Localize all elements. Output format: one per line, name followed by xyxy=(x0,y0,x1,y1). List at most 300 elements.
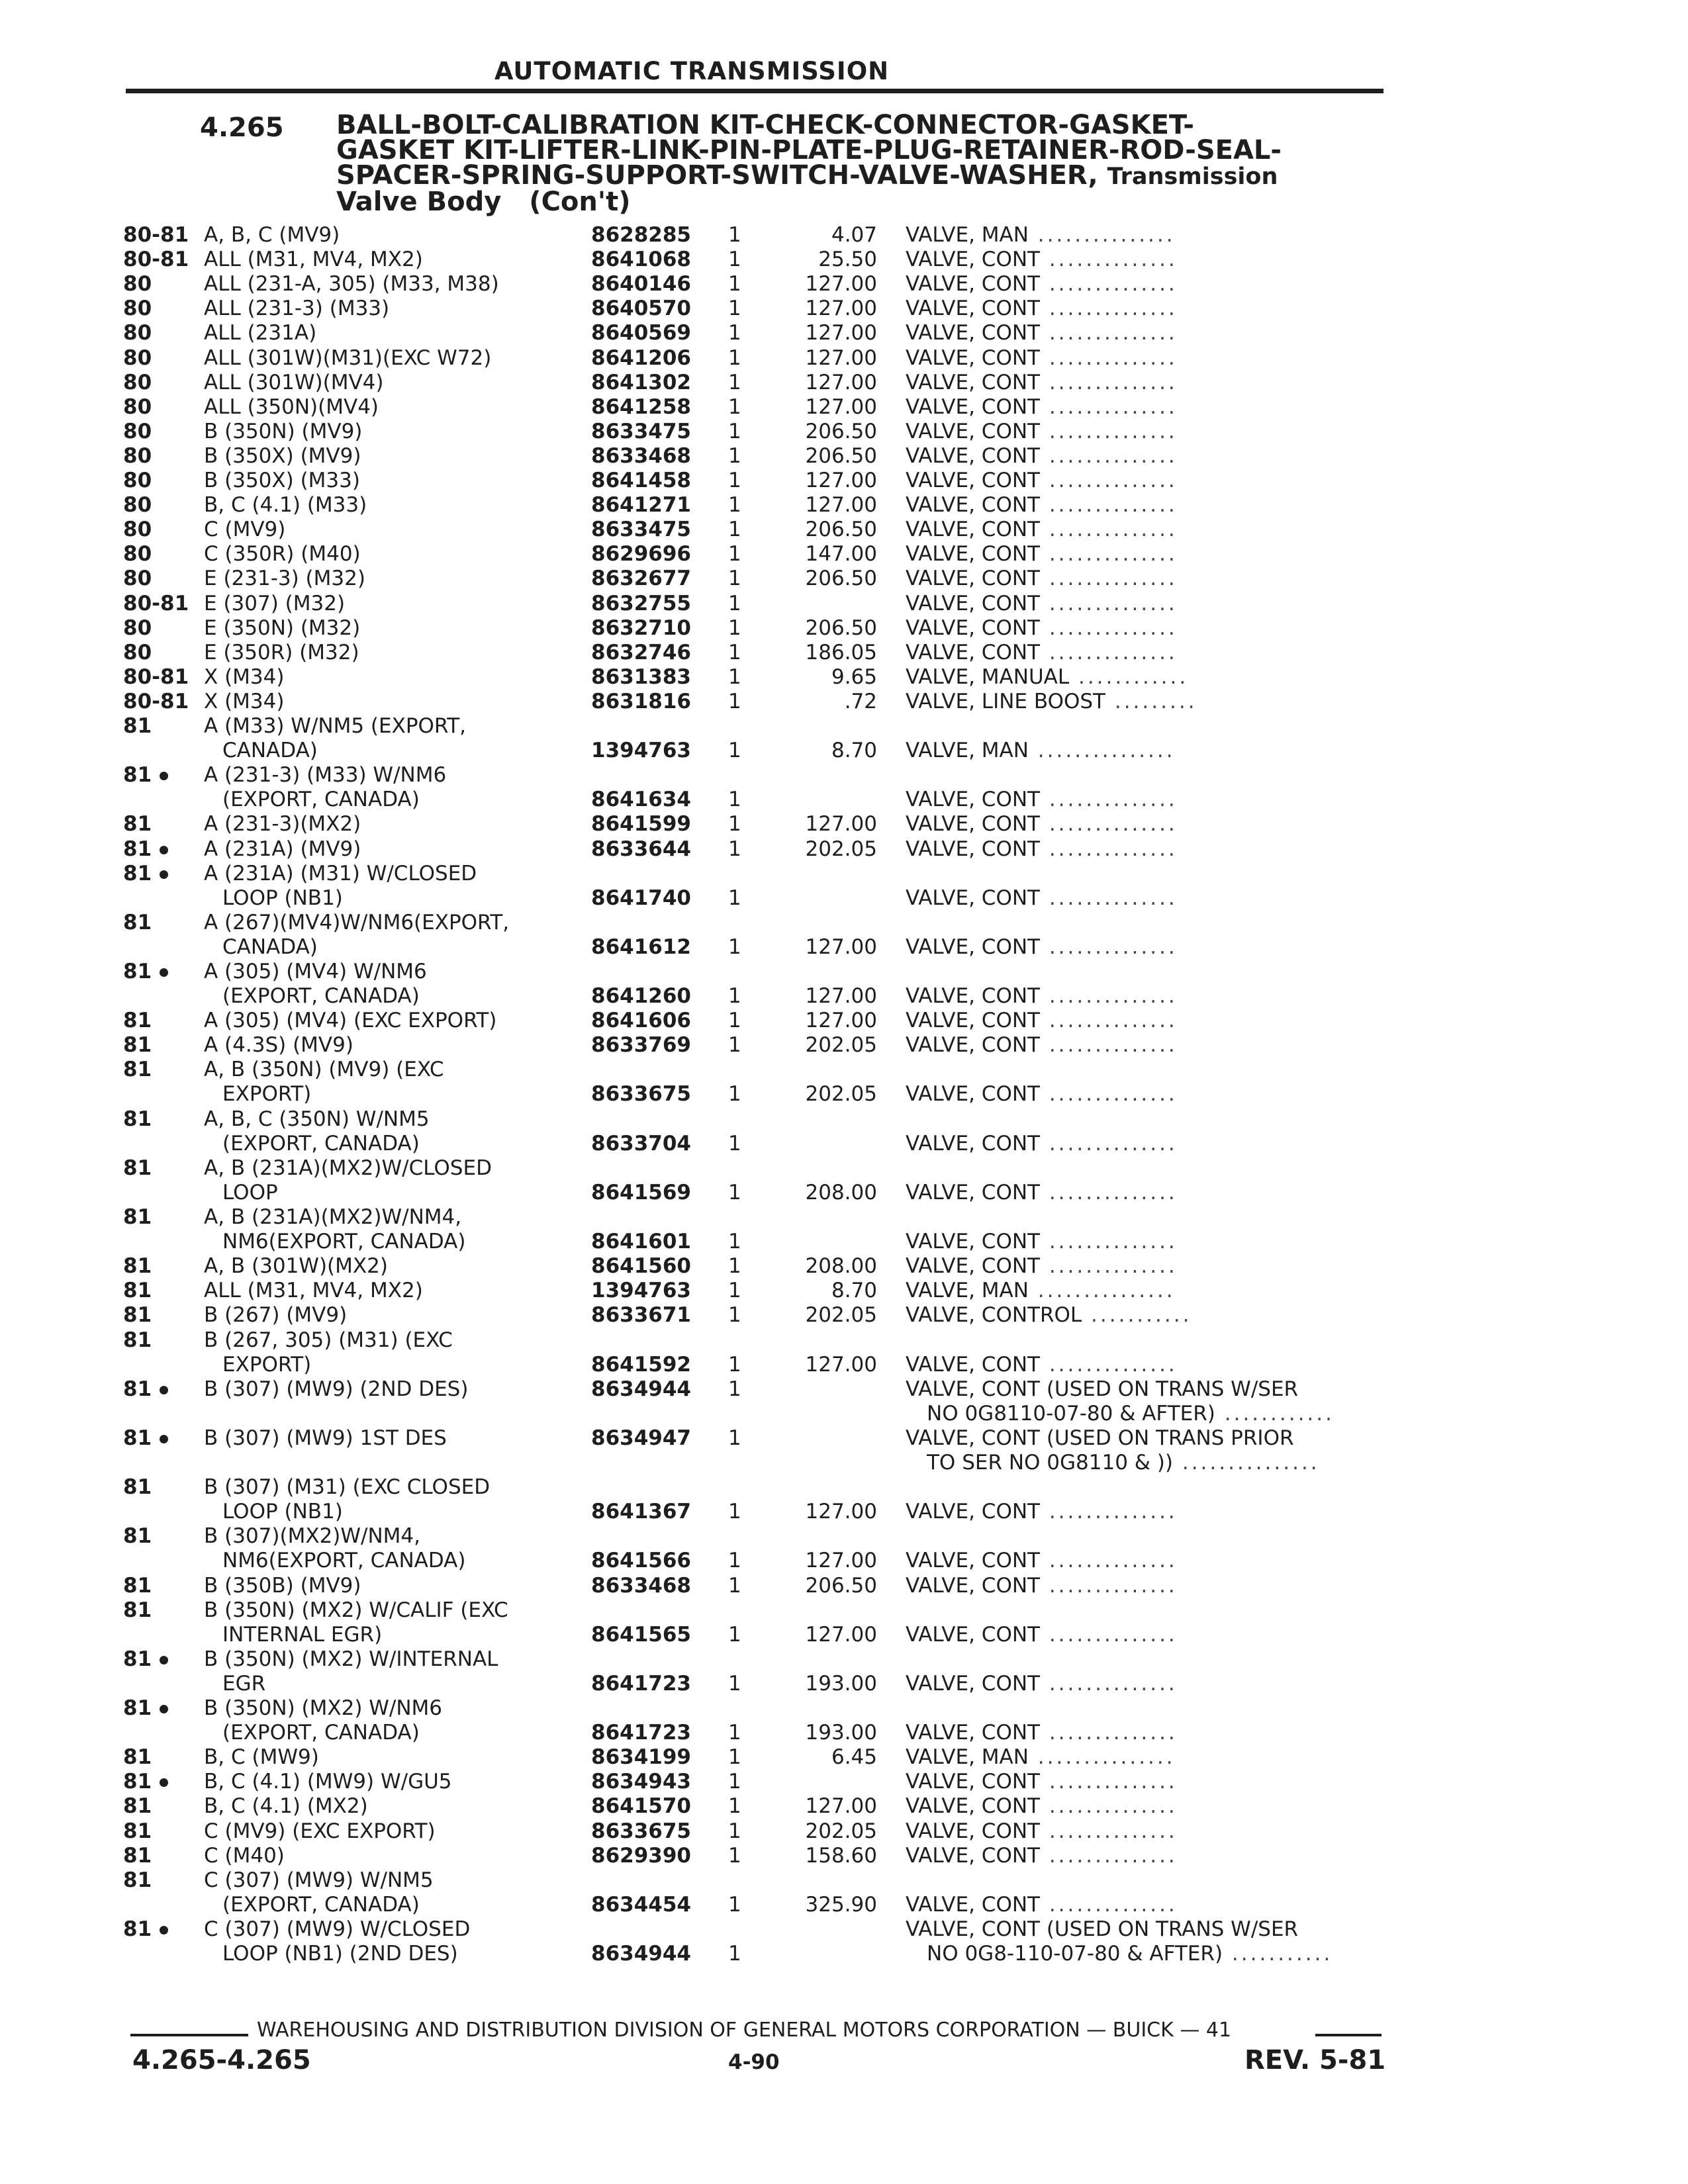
row-part-number: 8633769 xyxy=(591,1033,691,1058)
row-application: A (305) (MV4) (EXC EXPORT) xyxy=(204,1009,497,1033)
row-application-cont: (EXPORT, CANADA) xyxy=(222,984,420,1009)
row-price: 127.00 xyxy=(805,345,877,370)
row-application: B (350N) (MX2) W/INTERNAL xyxy=(204,1647,498,1671)
row-quantity: 1 xyxy=(728,469,741,492)
row-application: B (350N) (MX2) W/NM6 xyxy=(204,1696,443,1720)
row-price: 206.50 xyxy=(805,615,877,640)
row-part-number: 8641206 xyxy=(591,345,691,370)
row-description: VALVE, CONT .............. xyxy=(906,321,1178,345)
table-row xyxy=(0,592,1688,616)
row-price: 6.45 xyxy=(831,1745,877,1770)
row-quantity: 1 xyxy=(728,1254,741,1279)
table-row xyxy=(0,714,1688,763)
row-application: C (M40) xyxy=(204,1843,285,1868)
row-application: E (350R) (M32) xyxy=(204,640,359,664)
row-description: VALVE, CONT .............. xyxy=(906,419,1178,443)
row-quantity: 1 xyxy=(728,1573,741,1598)
row-part-number: 8634943 xyxy=(591,1770,691,1794)
row-year: 81 xyxy=(123,812,152,837)
dot-leader: .............. xyxy=(1039,419,1178,443)
row-year: 81 xyxy=(123,1377,152,1401)
row-quantity: 1 xyxy=(728,664,741,689)
table-row xyxy=(0,1574,1688,1598)
row-description-cont: TO SER NO 0G8110 & )) ............... xyxy=(927,1450,1320,1475)
row-year: 81 xyxy=(123,1770,152,1794)
row-application: B (307) (M31) (EXC CLOSED xyxy=(204,1475,491,1500)
row-application: ALL (301W)(MV4) xyxy=(204,370,384,394)
row-application: B, C (4.1) (M33) xyxy=(204,493,367,518)
row-part-number: 8641570 xyxy=(591,1794,691,1819)
dot-leader: .............. xyxy=(1039,1230,1178,1254)
dot-leader: .............. xyxy=(1039,321,1178,345)
dot-leader: .............. xyxy=(1039,1892,1178,1917)
row-year: 80 xyxy=(123,321,152,345)
row-description: VALVE, CONT .............. xyxy=(906,1230,1178,1254)
row-quantity: 1 xyxy=(728,984,741,1009)
table-row xyxy=(0,837,1688,862)
row-quantity: 1 xyxy=(728,1303,741,1328)
row-year: 80 xyxy=(123,394,152,419)
row-application: B (350N) (MV9) xyxy=(204,419,363,443)
table-row xyxy=(0,1009,1688,1033)
row-application: A, B (350N) (MV9) (EXC xyxy=(204,1058,444,1082)
dot-leader: .............. xyxy=(1039,1794,1178,1819)
row-quantity: 1 xyxy=(728,370,741,394)
dot-leader: ............ xyxy=(1215,1401,1335,1426)
row-application: C (350R) (M40) xyxy=(204,542,361,567)
dot-leader: ............... xyxy=(1028,223,1176,247)
row-application: ALL (301W)(M31)(EXC W72) xyxy=(204,345,492,370)
row-application-cont: LOOP (NB1) xyxy=(222,886,343,910)
section-title-line-3-bold: SPACER-SPRING-SUPPORT-SWITCH-VALVE-WASHER, xyxy=(336,160,1098,191)
table-row xyxy=(0,1844,1688,1868)
row-price: .72 xyxy=(844,689,877,713)
table-row xyxy=(0,1917,1688,1966)
row-year: 80-81 xyxy=(123,664,189,689)
row-application: C (307) (MW9) W/CLOSED xyxy=(204,1917,471,1941)
footer-rule-left xyxy=(130,2034,248,2036)
row-year: 80 xyxy=(123,567,152,591)
table-row xyxy=(0,272,1688,296)
row-part-number: 8640146 xyxy=(591,272,691,296)
row-price: 127.00 xyxy=(805,394,877,419)
row-part-number: 8641723 xyxy=(591,1671,691,1696)
dot-leader: .............. xyxy=(1039,296,1178,321)
dot-leader: .............. xyxy=(1039,640,1178,664)
table-row xyxy=(0,371,1688,395)
row-description: VALVE, CONT .............. xyxy=(906,591,1178,615)
row-price: 206.50 xyxy=(805,567,877,591)
row-quantity: 1 xyxy=(728,518,741,542)
table-row xyxy=(0,444,1688,469)
row-description: VALVE, MANUAL ............ xyxy=(906,664,1189,689)
row-year: 80 xyxy=(123,469,152,492)
row-description: VALVE, CONT (USED ON TRANS W/SER xyxy=(906,1917,1299,1941)
dot-leader: .............. xyxy=(1039,518,1178,542)
table-row xyxy=(0,763,1688,812)
table-row xyxy=(0,518,1688,542)
table-row xyxy=(0,493,1688,518)
dot-leader: .............. xyxy=(1039,886,1178,910)
dot-leader: .............. xyxy=(1039,984,1178,1009)
row-price: 193.00 xyxy=(805,1721,877,1745)
row-part-number: 1394763 xyxy=(591,1279,691,1303)
row-quantity: 1 xyxy=(728,1009,741,1033)
dot-leader: ......... xyxy=(1105,689,1197,713)
dot-leader: .............. xyxy=(1039,345,1178,370)
row-description: VALVE, CONT .............. xyxy=(906,812,1178,837)
section-title-cont: (Con't) xyxy=(529,187,631,217)
row-part-number: 8628285 xyxy=(591,223,691,247)
row-application: A (231A) (MV9) xyxy=(204,837,361,861)
row-year: 81 xyxy=(123,861,152,886)
row-part-number: 8633475 xyxy=(591,518,691,542)
row-part-number: 1394763 xyxy=(591,739,691,763)
row-description: VALVE, CONT .............. xyxy=(906,788,1178,812)
dot-leader: .............. xyxy=(1039,1009,1178,1033)
row-quantity: 1 xyxy=(728,248,741,272)
row-year: 81 xyxy=(123,1696,152,1720)
row-description: VALVE, CONT .............. xyxy=(906,1892,1178,1917)
row-price: 202.05 xyxy=(805,1082,877,1107)
row-year: 81 xyxy=(123,1745,152,1770)
row-quantity: 1 xyxy=(728,1794,741,1819)
row-price: 127.00 xyxy=(805,984,877,1009)
row-part-number: 8641606 xyxy=(591,1009,691,1033)
row-price: 206.50 xyxy=(805,419,877,443)
row-part-number: 8640569 xyxy=(591,321,691,345)
row-part-number: 8633675 xyxy=(591,1819,691,1843)
dot-leader: .............. xyxy=(1039,1573,1178,1598)
row-description: VALVE, MAN ............... xyxy=(906,223,1176,247)
row-price: 127.00 xyxy=(805,493,877,518)
row-application: E (350N) (M32) xyxy=(204,615,361,640)
row-application-cont: LOOP xyxy=(222,1180,278,1205)
row-price: 127.00 xyxy=(805,469,877,492)
row-application-cont: CANADA) xyxy=(222,739,318,763)
dot-leader: ........... xyxy=(1082,1303,1192,1328)
row-price: 208.00 xyxy=(805,1180,877,1205)
table-row xyxy=(0,1794,1688,1819)
row-year: 80 xyxy=(123,542,152,567)
row-year: 80 xyxy=(123,518,152,542)
row-application: C (MV9) (EXC EXPORT) xyxy=(204,1819,436,1843)
row-quantity: 1 xyxy=(728,837,741,861)
dot-leader: ............... xyxy=(1173,1450,1320,1475)
row-quantity: 1 xyxy=(728,1352,741,1377)
row-description: VALVE, CONT .............. xyxy=(906,1721,1178,1745)
row-description: VALVE, CONT .............. xyxy=(906,1352,1178,1377)
row-year: 81 xyxy=(123,1917,152,1941)
row-part-number: 8631383 xyxy=(591,664,691,689)
row-part-number: 8641302 xyxy=(591,370,691,394)
section-title-line-4-text: Valve Body xyxy=(336,187,502,217)
section-title-line-2: GASKET KIT-LIFTER-LINK-PIN-PLATE-PLUG-RETAINER-ROD-SEAL- xyxy=(336,135,1282,165)
row-price: 127.00 xyxy=(805,934,877,959)
dot-leader: .............. xyxy=(1039,1180,1178,1205)
table-row xyxy=(0,321,1688,345)
dot-leader: ............... xyxy=(1028,1745,1176,1770)
table-row xyxy=(0,1598,1688,1647)
row-part-number: 8641258 xyxy=(591,394,691,419)
row-description: VALVE, CONT .............. xyxy=(906,394,1178,419)
row-quantity: 1 xyxy=(728,1770,741,1794)
dot-leader: .............. xyxy=(1039,394,1178,419)
row-description: VALVE, CONT .............. xyxy=(906,1500,1178,1524)
dot-leader: .............. xyxy=(1039,567,1178,591)
row-application: A, B (301W)(MX2) xyxy=(204,1254,388,1279)
row-part-number: 8641592 xyxy=(591,1352,691,1377)
row-quantity: 1 xyxy=(728,443,741,468)
row-application-cont: (EXPORT, CANADA) xyxy=(222,1721,420,1745)
row-part-number: 8631816 xyxy=(591,689,691,713)
dot-leader: .............. xyxy=(1039,1500,1178,1524)
row-quantity: 1 xyxy=(728,1549,741,1573)
dot-leader: .............. xyxy=(1039,1671,1178,1696)
row-part-number: 8641560 xyxy=(591,1254,691,1279)
row-application: B (350X) (MV9) xyxy=(204,443,361,468)
table-row xyxy=(0,567,1688,591)
row-price: 202.05 xyxy=(805,837,877,861)
row-description: VALVE, MAN ............... xyxy=(906,1279,1176,1303)
row-price: 127.00 xyxy=(805,812,877,837)
row-quantity: 1 xyxy=(728,1500,741,1524)
row-year: 81 xyxy=(123,1647,152,1671)
row-year: 80-81 xyxy=(123,248,189,272)
table-row xyxy=(0,1745,1688,1770)
row-description: VALVE, CONT .............. xyxy=(906,567,1178,591)
row-application: ALL (231-A, 305) (M33, M38) xyxy=(204,272,499,296)
row-price: 147.00 xyxy=(805,542,877,567)
row-application: A (231-3) (M33) W/NM6 xyxy=(204,763,447,788)
dot-leader: .............. xyxy=(1039,272,1178,296)
row-application: B (307) (MW9) (2ND DES) xyxy=(204,1377,469,1401)
row-quantity: 1 xyxy=(728,640,741,664)
row-description: VALVE, CONT .............. xyxy=(906,1082,1178,1107)
row-price: 202.05 xyxy=(805,1819,877,1843)
table-row xyxy=(0,1426,1688,1475)
dot-leader: .............. xyxy=(1039,591,1178,615)
row-description: VALVE, CONT .............. xyxy=(906,345,1178,370)
row-part-number: 8641599 xyxy=(591,812,691,837)
row-part-number: 8633468 xyxy=(591,1573,691,1598)
row-year: 81 xyxy=(123,837,152,861)
row-price: 208.00 xyxy=(805,1254,877,1279)
row-application: B (267, 305) (M31) (EXC xyxy=(204,1328,453,1352)
row-quantity: 1 xyxy=(728,1819,741,1843)
row-description: VALVE, MAN ............... xyxy=(906,1745,1176,1770)
table-row xyxy=(0,1279,1688,1303)
row-part-number: 8641634 xyxy=(591,788,691,812)
row-application: X (M34) xyxy=(204,664,285,689)
table-row xyxy=(0,1058,1688,1107)
row-part-number: 8633475 xyxy=(591,419,691,443)
table-row xyxy=(0,1770,1688,1794)
row-quantity: 1 xyxy=(728,591,741,615)
footer-section-range: 4.265-4.265 xyxy=(132,2045,311,2075)
row-year: 81 xyxy=(123,1058,152,1082)
row-year: 80-81 xyxy=(123,689,189,713)
table-row xyxy=(0,248,1688,272)
row-description: VALVE, CONT .............. xyxy=(906,640,1178,664)
dot-leader: .............. xyxy=(1039,1819,1178,1843)
row-part-number: 8633468 xyxy=(591,443,691,468)
row-quantity: 1 xyxy=(728,1745,741,1770)
table-row xyxy=(0,1303,1688,1328)
row-year: 80 xyxy=(123,493,152,518)
row-application-cont: NM6(EXPORT, CANADA) xyxy=(222,1549,466,1573)
dot-leader: .............. xyxy=(1039,1131,1178,1156)
row-quantity: 1 xyxy=(728,1033,741,1058)
table-row xyxy=(0,420,1688,444)
row-price: 25.50 xyxy=(818,248,877,272)
row-part-number: 8632746 xyxy=(591,640,691,664)
row-application-cont: (EXPORT, CANADA) xyxy=(222,1131,420,1156)
row-part-number: 8633675 xyxy=(591,1082,691,1107)
row-quantity: 1 xyxy=(728,1426,741,1450)
dot-leader: .............. xyxy=(1039,1254,1178,1279)
row-quantity: 1 xyxy=(728,567,741,591)
dot-leader: .............. xyxy=(1039,248,1178,272)
table-row xyxy=(0,812,1688,837)
row-part-number: 8641068 xyxy=(591,248,691,272)
row-description: VALVE, CONT .............. xyxy=(906,984,1178,1009)
row-quantity: 1 xyxy=(728,1892,741,1917)
row-price: 8.70 xyxy=(831,739,877,763)
row-quantity: 1 xyxy=(728,1721,741,1745)
row-year: 80 xyxy=(123,615,152,640)
row-application-cont: (EXPORT, CANADA) xyxy=(222,788,420,812)
row-description: VALVE, CONT .............. xyxy=(906,296,1178,321)
row-part-number: 8641569 xyxy=(591,1180,691,1205)
dot-leader: ........... xyxy=(1223,1941,1333,1966)
new-item-bullet-icon xyxy=(160,1656,168,1664)
row-quantity: 1 xyxy=(728,1131,741,1156)
table-row xyxy=(0,862,1688,911)
row-price: 127.00 xyxy=(805,1622,877,1647)
row-year: 81 xyxy=(123,1254,152,1279)
row-year: 81 xyxy=(123,1426,152,1450)
dot-leader: ............ xyxy=(1069,664,1189,689)
row-part-number: 8629390 xyxy=(591,1843,691,1868)
footer-page-number: 4-90 xyxy=(728,2050,780,2074)
row-application: ALL (231A) xyxy=(204,321,317,345)
row-part-number: 8640570 xyxy=(591,296,691,321)
page-header-title: AUTOMATIC TRANSMISSION xyxy=(494,57,890,85)
new-item-bullet-icon xyxy=(160,870,168,879)
row-price: 127.00 xyxy=(805,321,877,345)
row-description: VALVE, CONT .............. xyxy=(906,1622,1178,1647)
dot-leader: .............. xyxy=(1039,443,1178,468)
row-part-number: 8634944 xyxy=(591,1377,691,1401)
row-quantity: 1 xyxy=(728,321,741,345)
row-description: VALVE, CONT .............. xyxy=(906,1180,1178,1205)
row-part-number: 8633644 xyxy=(591,837,691,861)
row-price: 127.00 xyxy=(805,1549,877,1573)
new-item-bullet-icon xyxy=(160,1435,168,1443)
row-price: 202.05 xyxy=(805,1303,877,1328)
row-quantity: 1 xyxy=(728,493,741,518)
row-description: VALVE, CONT .............. xyxy=(906,837,1178,861)
row-application: A (231A) (M31) W/CLOSED xyxy=(204,861,477,886)
row-quantity: 1 xyxy=(728,296,741,321)
row-description-cont: NO 0G8110-07-80 & AFTER) ............ xyxy=(927,1401,1335,1426)
new-item-bullet-icon xyxy=(160,772,168,780)
row-quantity: 1 xyxy=(728,394,741,419)
row-part-number: 8632755 xyxy=(591,591,691,615)
table-row xyxy=(0,1107,1688,1156)
table-row xyxy=(0,395,1688,420)
row-quantity: 1 xyxy=(728,886,741,910)
row-price: 206.50 xyxy=(805,518,877,542)
table-row xyxy=(0,665,1688,690)
section-title-line-3-plain: Transmission xyxy=(1107,163,1278,190)
section-title-line-1: BALL-BOLT-CALIBRATION KIT-CHECK-CONNECTOR-GASKET- xyxy=(336,110,1194,140)
row-description: VALVE, CONT .............. xyxy=(906,886,1178,910)
row-year: 80-81 xyxy=(123,223,189,247)
row-year: 81 xyxy=(123,1524,152,1549)
row-application: B (307)(MX2)W/NM4, xyxy=(204,1524,420,1549)
row-description: VALVE, CONT .............. xyxy=(906,469,1178,492)
row-price: 127.00 xyxy=(805,370,877,394)
row-part-number: 8633671 xyxy=(591,1303,691,1328)
dot-leader: .............. xyxy=(1039,1721,1178,1745)
row-part-number: 8641740 xyxy=(591,886,691,910)
dot-leader: .............. xyxy=(1039,1033,1178,1058)
row-part-number: 8634199 xyxy=(591,1745,691,1770)
row-year: 81 xyxy=(123,1009,152,1033)
row-year: 81 xyxy=(123,1843,152,1868)
dot-leader: .............. xyxy=(1039,1622,1178,1647)
row-application-cont: EXPORT) xyxy=(222,1082,312,1107)
row-quantity: 1 xyxy=(728,934,741,959)
footer-rule-right xyxy=(1315,2034,1382,2036)
row-application: C (MV9) xyxy=(204,518,286,542)
row-description: VALVE, CONT .............. xyxy=(906,1819,1178,1843)
row-part-number: 8641260 xyxy=(591,984,691,1009)
dot-leader: .............. xyxy=(1039,812,1178,837)
row-quantity: 1 xyxy=(728,1082,741,1107)
row-price: 186.05 xyxy=(805,640,877,664)
dot-leader: .............. xyxy=(1039,1770,1178,1794)
row-part-number: 8641566 xyxy=(591,1549,691,1573)
row-year: 80-81 xyxy=(123,591,189,615)
row-description: VALVE, CONT .............. xyxy=(906,1770,1178,1794)
row-description: VALVE, CONT .............. xyxy=(906,493,1178,518)
table-row xyxy=(0,469,1688,493)
row-year: 81 xyxy=(123,1794,152,1819)
dot-leader: .............. xyxy=(1039,493,1178,518)
row-quantity: 1 xyxy=(728,1279,741,1303)
row-part-number: 8632710 xyxy=(591,615,691,640)
row-year: 81 xyxy=(123,763,152,788)
row-quantity: 1 xyxy=(728,739,741,763)
row-price: 325.90 xyxy=(805,1892,877,1917)
row-year: 81 xyxy=(123,1598,152,1622)
row-description: VALVE, CONT .............. xyxy=(906,1671,1178,1696)
new-item-bullet-icon xyxy=(160,846,168,854)
row-application: B (350X) (M33) xyxy=(204,469,360,492)
row-part-number: 8641367 xyxy=(591,1500,691,1524)
row-price: 9.65 xyxy=(831,664,877,689)
dot-leader: .............. xyxy=(1039,615,1178,640)
row-year: 80 xyxy=(123,345,152,370)
footer-text: WAREHOUSING AND DISTRIBUTION DIVISION OF GENERAL MOTORS CORPORATION — BUICK — 41 xyxy=(257,2019,1232,2042)
dot-leader: .............. xyxy=(1039,837,1178,861)
row-quantity: 1 xyxy=(728,615,741,640)
row-application: A, B (231A)(MX2)W/NM4, xyxy=(204,1205,462,1229)
row-application: A, B (231A)(MX2)W/CLOSED xyxy=(204,1156,492,1180)
